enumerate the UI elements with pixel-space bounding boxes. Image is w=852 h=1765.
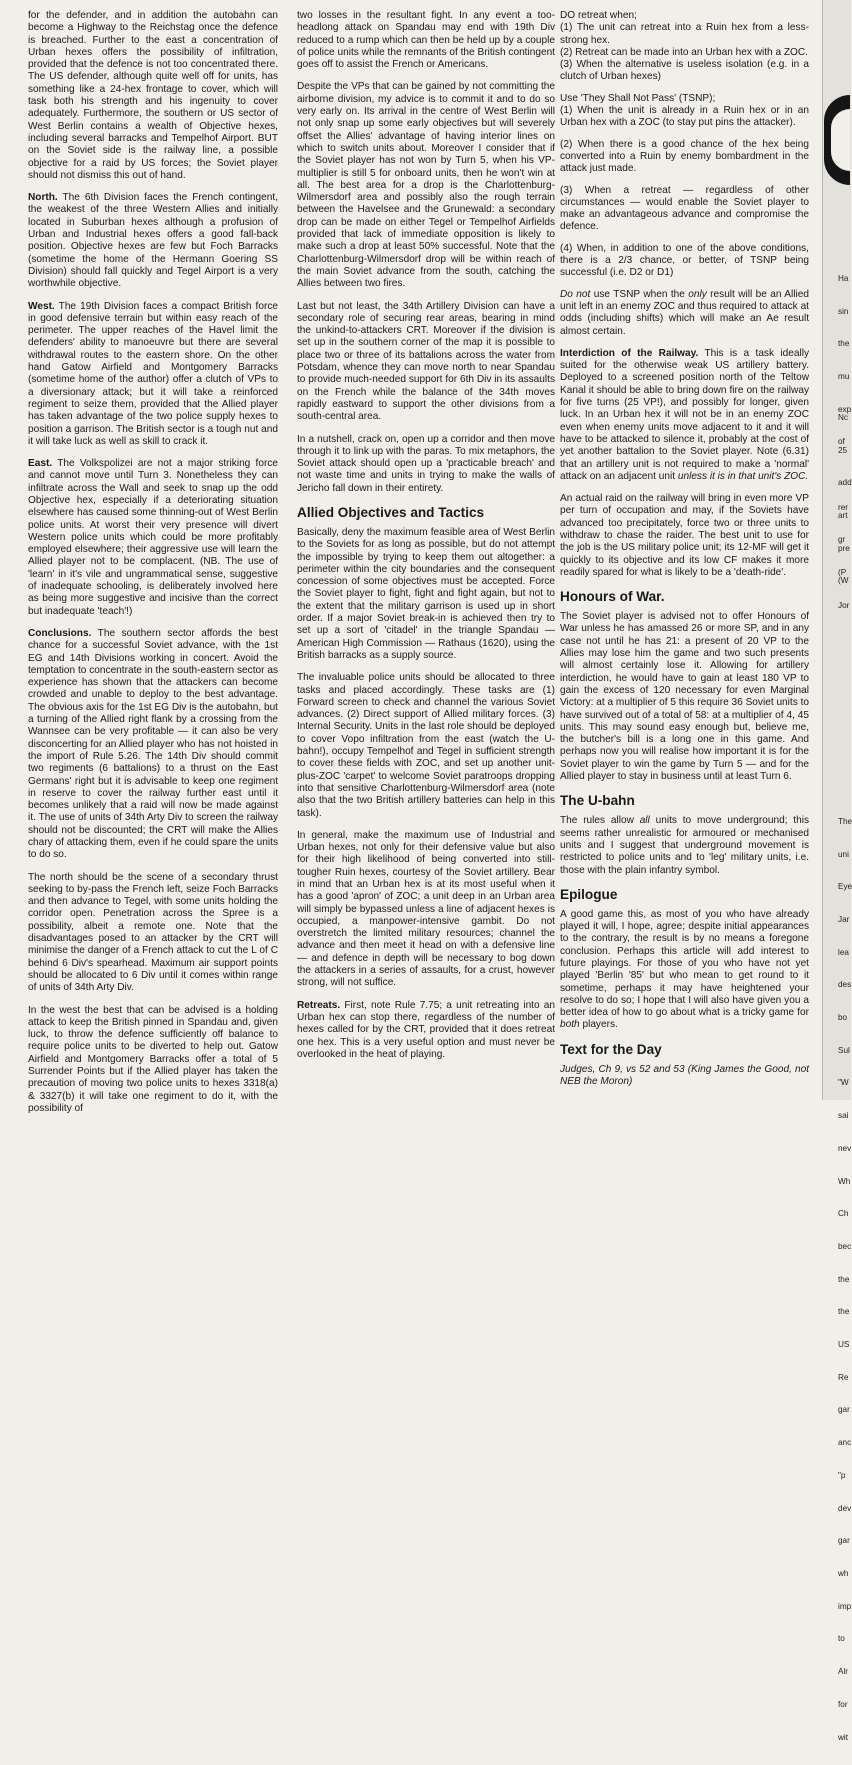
list-item: (2) When there is a good chance of the hex being converted into a Ruin by enemy bombardment in the attack just made.	[560, 138, 809, 175]
paragraph-text: This is a task ideally suited for the otherwise weak US artillery battery. Deployed to a screened position north of the Teltow Kanal it should be able to bring down fire on the railway for five turns (25 VP!), and possibly for longer, given luck. In an Urban hex it will not be in an enemy ZOC even when enemy units move adjacent to it and it will have to be attacked to silence it, probably at the cost of yet another battalion to the Soviet player. Note (6.31) that an artillery unit is not required to make a 'normal' attack on an adjacent unit	[560, 347, 809, 482]
cropped-line: Ch	[838, 1209, 849, 1219]
run-in-heading-conclusions: Conclusions.	[28, 627, 92, 639]
cropped-line: (P	[838, 568, 847, 578]
run-in-heading-east: East.	[28, 458, 53, 470]
paragraph: In general, make the maximum use of Industrial and Urban hexes, not only for their defensive value but also for their high likelihood of being converted into still-tougher Ruin hexes, courtesy of the Soviet artillery. Bear in mind that an Urban hex is at its most useful when it has a good 'apron' of ZOC; a unit deep in an Urban area will simply be bypassed unless a line of adjacent hexes is occupied, a manpower-intensive gambit. Do not overstretch the limited military resources; channel the advance and then meet it head on with a defensive line — and defence in depth will be necessary to bog down the attackers in a series of assaults, for a crust, however strong, will not suffice.	[297, 829, 555, 989]
cropped-line: wit	[838, 1732, 849, 1742]
paragraph-text: use TSNP when the	[590, 288, 689, 300]
run-in-heading-railway: Interdiction of the Railway.	[560, 347, 699, 359]
cropped-line: Ha	[838, 273, 849, 283]
paragraph-east	[28, 458, 278, 618]
cropped-line: dev	[838, 1503, 852, 1513]
cropped-line: sin	[838, 306, 849, 316]
paragraph: for the defender, and in addition the autobahn can become a Highway to the Reichstag once the defence is breached. Further to the east a concentration of Urban hexes offers the possibility of infiltration, provided that the defence is not too concentrated there. The US defender, although quite well off for units, has something like a 24-hex frontage to cover, which will task both his strength and his ingenuity to cover adequately. Furthermore, the southern or US sector of West Berlin contains a wealth of Objective hexes, including several barracks and Tempelhof Airport. BUT on the Soviet side is the railway line, a possible objective for a raid by US forces; the Soviet player should not dismiss this out of hand.	[28, 10, 278, 181]
paragraph-railway	[560, 348, 809, 483]
cropped-line: of	[838, 437, 845, 447]
paragraph-text: players.	[579, 1019, 618, 1031]
paragraph-text: First, note Rule 7.75; a unit retreating into an Urban hex can stop there, regardless of the number of hexes called for by the CRT, provided that it does retreat one hex. This is a very useful option and must never be overlooked in the heat of playing.	[297, 999, 555, 1060]
cropped-line: gar	[838, 1536, 850, 1546]
cropped-line: for	[838, 1699, 848, 1709]
list-item: (4) When, in addition to one of the above conditions, there is a 2/3 chance, or better, of TSNP being successful (i.e. D2 or D1)	[560, 242, 809, 279]
cropped-line: the	[838, 1274, 850, 1284]
paragraph-text: units to move underground; this seems rather unrealistic for armoured or mechanised units and I suggest that underground movement is restricted to police units and to 'leg' military units, i.e. those with the plain infantry symbol.	[560, 815, 809, 876]
paragraph: Last but not least, the 34th Artillery Division can have a secondary role of securing rear areas, bearing in mind the unkind-to-attackers CRT. Moreover if the division is set up in the southern corner of the map it is possible to place two or three of its battalions across the water from Potsdam, whence they can move north to near Spandau to provide much-needed support for 6th Div in its assaults on the French while the balance of the 34th moves rapidly eastward to support the other divisions from a south-central area.	[297, 300, 555, 423]
cropped-line: Re	[838, 1372, 849, 1382]
paragraph-north	[28, 192, 278, 290]
citation	[560, 1064, 809, 1089]
cropped-line: to	[838, 1634, 845, 1644]
cropped-line: nev	[838, 1143, 852, 1153]
paragraph-text: A good game this, as most of you who have already played it will, I hope, agree; despite initial appearances to the contrary, the result is by no means a foregone conclusion. Perhaps this article will add interest to future playings. For those of you who have not yet played 'Berlin '85' but who mean to get round to it sometime, perhaps it may have heightened your resolve to do so; I hope that I will also have given you a better idea of how to go about what is a tricky game for	[560, 908, 809, 1019]
cropped-line: Wh	[838, 1176, 851, 1186]
adjacent-page-text	[838, 391, 850, 609]
cropped-line: Jar	[838, 914, 850, 924]
run-in-heading-retreats: Retreats.	[297, 999, 341, 1011]
section-heading-ubahn: The U-bahn	[560, 793, 635, 809]
section-heading-honours: Honours of War.	[560, 589, 665, 605]
emphasis: Judges, Ch 9, vs 52 and 53 (King James the Good, not NEB the Moron)	[560, 1063, 809, 1088]
tsnp-list	[560, 93, 809, 280]
cropped-line: Jor	[838, 600, 850, 610]
retreat-list	[560, 10, 809, 84]
cropped-line: bo	[838, 1013, 848, 1023]
cropped-line: sai	[838, 1111, 849, 1121]
text-column-middle	[297, 10, 555, 1071]
cropped-line: the	[838, 339, 850, 349]
cropped-line: bec	[838, 1241, 852, 1251]
paragraph: The Soviet player is advised not to offer Honours of War unless he has amassed 26 or more SP, and in any case not until he has 21: a present of 20 VP to the Allies may lose him the game and two such presents will almost certainly lose it. Allowing for artillery interdiction, he would have to gain at least 180 VP to gain the excess of 120 necessary for even Marginal Victory: at a multiplier of 5 this require 36 Soviet units to have survived out of a total of 58: at a multiplier of 4, 45 units. This may sound easy enough but, believe me, the butcher's bill is a long one in this game. And perhaps now you will realise how important it is for the Soviet player to win the game by Turn 5 — and for the Allied player to stay in business until at least Turn 6.	[560, 611, 809, 783]
emphasis: all	[639, 815, 650, 827]
cropped-line: des	[838, 980, 852, 990]
emphasis: both	[560, 1019, 580, 1031]
list-item: (3) When a retreat — regardless of other circumstances — would enable the Soviet player to make an advantageous advance and compromise the defence.	[560, 184, 809, 233]
paragraph-west	[28, 301, 278, 449]
list-item: (2) Retreat can be made into an Urban hex with a ZOC.	[560, 46, 808, 58]
list-item: (1) The unit can retreat into a Ruin hex from a less-strong hex.	[560, 22, 809, 46]
cropped-line: mu	[838, 371, 850, 381]
list-intro: DO retreat when;	[560, 10, 637, 21]
cropped-line: "p	[838, 1470, 846, 1480]
paragraph: The invaluable police units should be allocated to three tasks and placed accordingly. These tasks are (1) Forward screen to check and channel the various Soviet advances. (2) Direct support of Allied military forces. (3) Internal Security. Units in the last role should be deployed to cover Vopo infiltration from the east (watch the U-bahn!), occupy Tempelhof and Tegel in sufficient strength to cover these fields with ZOC, and set up another unit-plus-ZOC 'carpet' to welcome Soviet paratroops dropping into that sensitive Charlottenburg-Wilmersdorf area (note also that the two British artillery batteries can help in this task).	[297, 672, 555, 819]
cropped-line: art	[838, 510, 848, 520]
cropped-line: wh	[838, 1568, 849, 1578]
cropped-line: US	[838, 1340, 850, 1350]
adjacent-page-text	[838, 795, 850, 1765]
cropped-line: the	[838, 1307, 850, 1317]
run-in-heading-north: North.	[28, 192, 58, 204]
adjacent-page-graphic	[824, 95, 850, 185]
section-heading-epilogue: Epilogue	[560, 886, 618, 902]
paragraph-text: The Volkspolizei are not a major striking force and cannot move until Turn 3. Nonetheless they can infiltrate across the Wall and seek to snap up the odd Objective hex, especially if a deteriorating situation elsewhere has caused some thinning-out of West Berlin police units. At worst their very presence will divert Western police units which could be more profitably employed elsewhere; their aggressive use will learn the Allied player not to be complacent. (NB. The use of 'learn' in it's vile and ungrammatical sense, suggestive of inadequate schooling, is deliberately involved here as being more suggestive and incisive than the correct but inadequate 'teach'!)	[28, 458, 278, 617]
paragraph-conclusions	[28, 628, 278, 862]
paragraph-do-not	[560, 289, 809, 338]
paragraph-text: The 19th Division faces a compact British force in good defensive terrain but within easy reach of the perimeter. The upper reaches of the Havel limit the defenders' ability to manoeuvre but there are several withdrawal routes to the eastern shore. On the other hand Gatow Airfield and Montgomery Barracks (sometime home of the author) offer a clutch of VPs to a diversionary attack; but it will take a reinforced regiment to seize them, provided that the Allied player has taken advantage of the two police supply hexes to position a garrison. The British sector is a tough nut and it will take luck as well as skill to crack it.	[28, 300, 278, 447]
cropped-line: rer	[838, 502, 849, 512]
paragraph-ubahn	[560, 815, 809, 876]
cropped-line: imp	[838, 1601, 852, 1611]
section-heading-text-for-the-day: Text for the Day	[560, 1041, 662, 1057]
paragraph: An actual raid on the railway will bring in even more VP per turn of occupation and may, if the Soviets have advanced too precipitately, force two or three units to withdraw to chase the raider. The best unit to use for the job is the US military police unit; its 12-MF will get it quickly to its objective and its low CF makes it more readily spared for what is likely to be a 'death-ride'.	[560, 493, 809, 578]
cropped-line: anc	[838, 1438, 852, 1448]
paragraph: In a nutshell, crack on, open up a corridor and then move through it to link up with the paras. To mix metaphors, the Soviet attack should open up a 'practicable breach' and not waste time and units in trying to make the walls of Jericho fall down in their entirety.	[297, 433, 555, 494]
emphasis: unless it is in that unit's ZOC.	[677, 470, 809, 482]
list-intro: Use 'They Shall Not Pass' (TSNP);	[560, 92, 716, 104]
cropped-line: "W	[838, 1078, 849, 1088]
run-in-heading-west: West.	[28, 300, 55, 312]
list-item: (3) When the alternative is useless isolation (e.g. in a clutch of Urban hexes)	[560, 59, 809, 83]
section-heading-allied-objectives: Allied Objectives and Tactics	[297, 504, 485, 520]
cropped-line: Nc	[838, 412, 849, 422]
cropped-line: 25	[838, 445, 848, 455]
emphasis: Do not	[560, 288, 591, 300]
paragraph-text: The southern sector affords the best chance for a successful Soviet advance, with the 1st EG and 14th Divisions working in concert. Avoid the temptation to concentrate in the south-eastern sector as experience has shown that the attackers can become crowded and unable to deploy to the best advantage. The obvious axis for the 1st EG Div is the autobahn, but a turning of the Allied right flank by a crossing from the Wannsee can be very profitable — it can also be very disconcerting for an Allied player who has not hoisted in the import of Rule 5.26. The 14th Div should commit two regiments (6 battalions) to a thrust on the East Germans' right but it is advisable to keep one regiment in reserve to cover the railway further east until it becomes unlikely that a raid will now be made against it. The use of units of 34th Arty Div to screen the railway should not be discounted; the CRT will make the Allies chary of attacking them, even if he could spare the units to do so.	[28, 627, 278, 861]
paragraph: Basically, deny the maximum feasible area of West Berlin to the Soviets for as long as possible, but do not attempt the impossible by trying to keep them out altogether: a perimeter within the city boundaries and the consequent concession of some objectives must be accepted. Force the Soviet player to fight, fight and fight again, but not to the extent that the military garrison is used up in short order. If a major Soviet break-in is achieved then try to set up a sort of 'citadel' in the triangle Spandau — American High Commission — Rathaus (1620), using the British barracks as a supply source.	[297, 526, 555, 661]
paragraph-text: The 6th Division faces the French contingent, the weakest of the three Western Allies and initially located in Suburban hexes although a profusion of Urban and Industrial hexes offers a good fall-back position. Objective hexes are few but Foch Barracks (sometime the home of the Hermann Goering SS Division) should fall quickly and Tegel Airport is a very worthwhile objective.	[28, 192, 278, 290]
text-column-right	[560, 10, 809, 1098]
cropped-line: The	[838, 816, 852, 826]
cropped-line: add	[838, 478, 852, 488]
paragraph-retreats	[297, 1000, 555, 1061]
cropped-line: exp	[838, 404, 852, 414]
paragraph: The north should be the scene of a secondary thrust seeking to by-pass the French left, seize Foch Barracks and then advance to Tegel, with some units holding the corridor open. Penetration across the Spree is a possibility, albeit a remote one. Note that the disadvantages posed to an attacker by the CRT will minimise the danger of a French attack to cut the L of C behind 6 Div's spearhead. Maximum air support points should be allocated to 6 Div until it comes within range of units of 34th Arty Div.	[28, 871, 278, 994]
cropped-line: gr	[838, 535, 846, 545]
cropped-line: Alr	[838, 1667, 849, 1677]
paragraph: In the west the best that can be advised is a holding attack to keep the British pinned in Spandau and, given luck, to throw the defence sufficiently off balance to require police units to be diverted to help out. Gatow Airfield and Montgomery Barracks offer a total of 5 Surrender Points but if the Allied player has taken the precaution of moving two police units to hexes 3318(a) & 3327(b) it will take one regiment to do it, with the possibility of	[28, 1004, 278, 1114]
paragraph-text: The rules allow	[560, 815, 640, 827]
cropped-line: uni	[838, 849, 849, 859]
paragraph: two losses in the resultant fight. In any event a too-headlong attack on Spandau may end with 19th Div reduced to a rump which can then be held up by a couple of police units while the remnants of the British contingent goes off to assist the French or Americans.	[297, 10, 555, 71]
paragraph: Despite the VPs that can be gained by not committing the airborne division, my advice is to commit it and to do so very early on. Its arrival in the centre of West Berlin will not only snap up some early objectives but will severely offset the Allies' advantage of having interior lines on which to switch units about. Moreover I consider that if the Soviet player has not won by Turn 5, when his VP-multiplier is still 5 for onboard units, then he won't win at all. The best area for a drop is the Charlottenburg-Wilmersdorf area and possibly also the rough terrain between the Havelsee and the Grunewald: a secondary drop can be made on either Tegel or Tempelhof Airfields provided that lack of immediate opposition is likely to make such a drop at least 50% successful. Note that the Charlottenburg-Wilmersdorf drop will be within reach of the main Soviet advance from the south, catching the Allies between two fires.	[297, 81, 555, 290]
list-item: (1) When the unit is already in a Ruin hex or in an Urban hex with a ZOC (to stay put pins the attacker).	[560, 105, 809, 129]
cropped-line: Eye	[838, 882, 852, 892]
cropped-line: Sul	[838, 1045, 850, 1055]
paragraph-text: result will be an Allied unit left in an enemy ZOC and thus required to attack at odds (including shifts) which will make an Ae result almost certain.	[560, 288, 809, 337]
emphasis: only	[688, 288, 707, 300]
cropped-line: gar	[838, 1405, 850, 1415]
cropped-line: pre	[838, 543, 850, 553]
cropped-line: lea	[838, 947, 849, 957]
paragraph-epilogue	[560, 909, 809, 1032]
cropped-line: (W	[838, 576, 849, 586]
text-column-left	[28, 10, 278, 1125]
